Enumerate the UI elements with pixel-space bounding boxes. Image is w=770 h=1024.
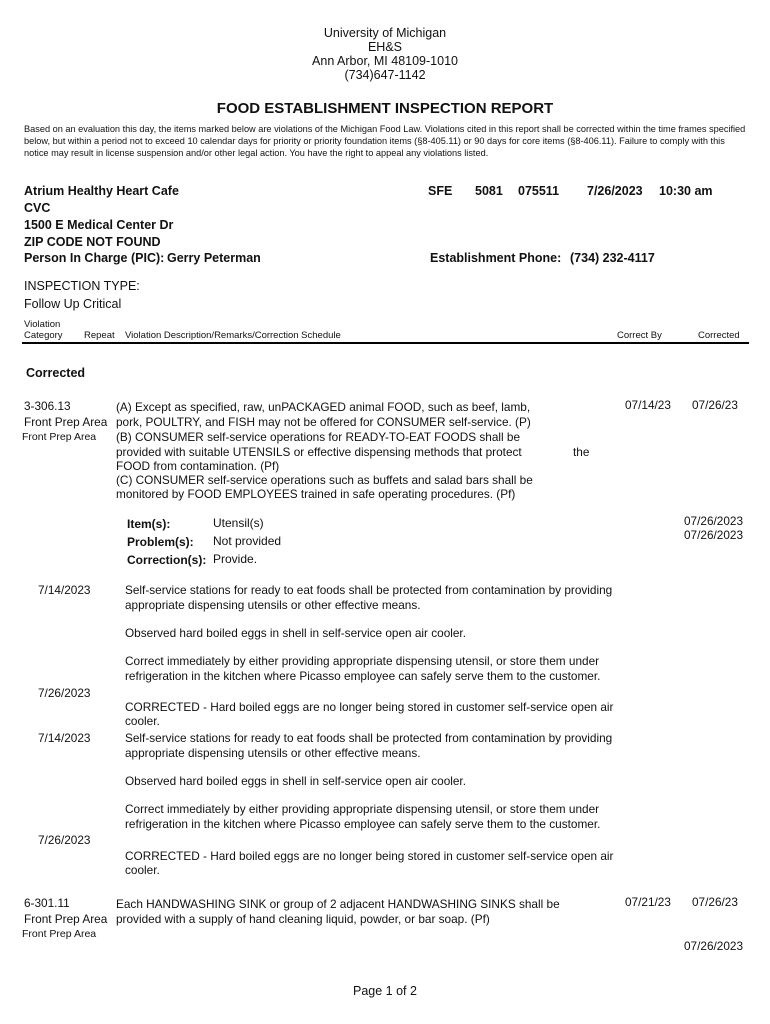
inspection-type-value: Follow Up Critical <box>24 297 122 311</box>
note-text: refrigeration in the kitchen where Picasso employee can safely serve them to the customer. <box>125 669 601 683</box>
establishment-phone: (734) 232-4117 <box>570 251 655 265</box>
inspection-type-label: INSPECTION TYPE: <box>24 279 140 293</box>
establishment-type: SFE <box>428 184 453 198</box>
note-text: appropriate dispensing utensils or other effective means. <box>125 746 421 760</box>
violation-line: Each HANDWASHING SINK or group of 2 adjacent HANDWASHING SINKS shall be <box>116 897 560 911</box>
item-label: Item(s): <box>127 517 171 531</box>
violation-code: 3-306.13 <box>24 399 71 413</box>
violation-line: (B) CONSUMER self-service operations for READY-TO-EAT FOODS shall be <box>116 430 521 444</box>
note-text: refrigeration in the kitchen where Picasso employee can safely serve them to the customer. <box>125 817 601 831</box>
establishment-code-1: 5081 <box>475 184 503 198</box>
note-text: Self-service stations for ready to eat foods shall be protected from contamination by providing <box>125 731 613 745</box>
col-description: Violation Description/Remarks/Correction Schedule <box>125 330 341 341</box>
note-date: 7/14/2023 <box>38 731 91 745</box>
org-name: University of Michigan <box>323 26 447 40</box>
violation-line: pork, POULTRY, and FISH may not be offered for CONSUMER self-service. (P) <box>116 415 531 429</box>
correct-by-date: 07/21/23 <box>625 895 671 909</box>
establishment-code-2: 075511 <box>518 184 560 198</box>
note-date: 7/14/2023 <box>38 583 91 597</box>
note-text: Observed hard boiled eggs in shell in self-service open air cooler. <box>125 626 466 640</box>
department: EH&S <box>367 40 403 54</box>
violation-line: (C) CONSUMER self-service operations such as buffets and salad bars shall be <box>116 473 533 487</box>
pic-name: Gerry Peterman <box>167 251 261 265</box>
violation-line: monitored by FOOD EMPLOYEES trained in safe operating procedures. (Pf) <box>116 487 516 501</box>
note-date: 7/26/2023 <box>38 686 91 700</box>
section-label: Corrected <box>26 366 86 380</box>
problem-label: Problem(s): <box>127 535 194 549</box>
item-value: Utensil(s) <box>213 516 264 530</box>
violation-line: provided with suitable UTENSILS or effective dispensing methods that protect <box>116 445 522 459</box>
violation-area: Front Prep Area <box>24 415 108 429</box>
corrected-date: 07/26/23 <box>692 398 738 412</box>
col-repeat: Repeat <box>84 330 115 341</box>
col-category: Category <box>24 330 63 341</box>
intro-paragraph: Based on an evaluation this day, the items marked below are violations of the Michigan Food Law. Violations cited in this report shall be corrected within the time frames specified below, but within a period not to exceed 10 calendar days for priority or priority foundation items (§8-405.11) or 90 days for core items (§8-406.11). Failure to comply with this notice may result in license suspension and/or other legal action. You have the right to appeal any violations listed. <box>24 124 746 158</box>
col-violation: Violation <box>24 319 61 330</box>
report-title: FOOD ESTABLISHMENT INSPECTION REPORT <box>216 100 554 117</box>
inspection-date: 7/26/2023 <box>587 184 643 198</box>
problem-value: Not provided <box>213 534 282 548</box>
note-text: CORRECTED - Hard boiled eggs are no longer being stored in customer self-service open air <box>125 700 614 714</box>
note-text: Correct immediately by either providing appropriate dispensing utensil, or store them under <box>125 802 600 816</box>
col-corrected: Corrected <box>698 330 740 341</box>
violation-area: Front Prep Area <box>24 912 108 926</box>
establishment-street: 1500 E Medical Center Dr <box>24 218 174 232</box>
item-date: 07/26/2023 <box>684 528 744 542</box>
note-text: CORRECTED - Hard boiled eggs are no longer being stored in customer self-service open air <box>125 849 614 863</box>
establishment-zip: ZIP CODE NOT FOUND <box>24 235 161 249</box>
phone-label: Establishment Phone: <box>430 251 562 265</box>
item-date: 07/26/2023 <box>684 514 744 528</box>
violation-code: 6-301.11 <box>24 896 70 910</box>
page-number: Page 1 of 2 <box>353 984 417 998</box>
note-text: cooler. <box>125 863 160 877</box>
violation-the-word: the <box>573 445 590 459</box>
pic-label: Person In Charge (PIC): <box>24 251 165 265</box>
violation-line: FOOD from contamination. (Pf) <box>116 459 280 473</box>
note-text: cooler. <box>125 714 160 728</box>
note-date: 7/26/2023 <box>38 833 91 847</box>
establishment-name: Atrium Healthy Heart Cafe <box>24 184 179 198</box>
org-phone: (734)647-1142 <box>344 68 426 82</box>
violation-area-below: Front Prep Area <box>22 928 97 940</box>
note-text: Self-service stations for ready to eat foods shall be protected from contamination by providing <box>125 583 613 597</box>
establishment-area: CVC <box>24 201 51 215</box>
correction-value: Provide. <box>213 552 258 566</box>
correct-by-date: 07/14/23 <box>625 398 671 412</box>
note-text: Observed hard boiled eggs in shell in self-service open air cooler. <box>125 774 466 788</box>
violation-area-below: Front Prep Area <box>22 431 97 443</box>
note-text: Correct immediately by either providing appropriate dispensing utensil, or store them under <box>125 654 600 668</box>
item-date: 07/26/2023 <box>684 939 744 953</box>
corrected-date: 07/26/23 <box>692 895 738 909</box>
org-address: Ann Arbor, MI 48109-1010 <box>312 54 458 68</box>
violation-line: (A) Except as specified, raw, unPACKAGED animal FOOD, such as beef, lamb, <box>116 400 531 414</box>
violation-line: provided with a supply of hand cleaning liquid, powder, or bar soap. (Pf) <box>116 912 490 926</box>
note-text: appropriate dispensing utensils or other effective means. <box>125 598 421 612</box>
header-rule <box>22 342 749 344</box>
col-correct-by: Correct By <box>617 330 662 341</box>
correction-label: Correction(s): <box>127 553 207 567</box>
inspection-time: 10:30 am <box>659 184 713 198</box>
